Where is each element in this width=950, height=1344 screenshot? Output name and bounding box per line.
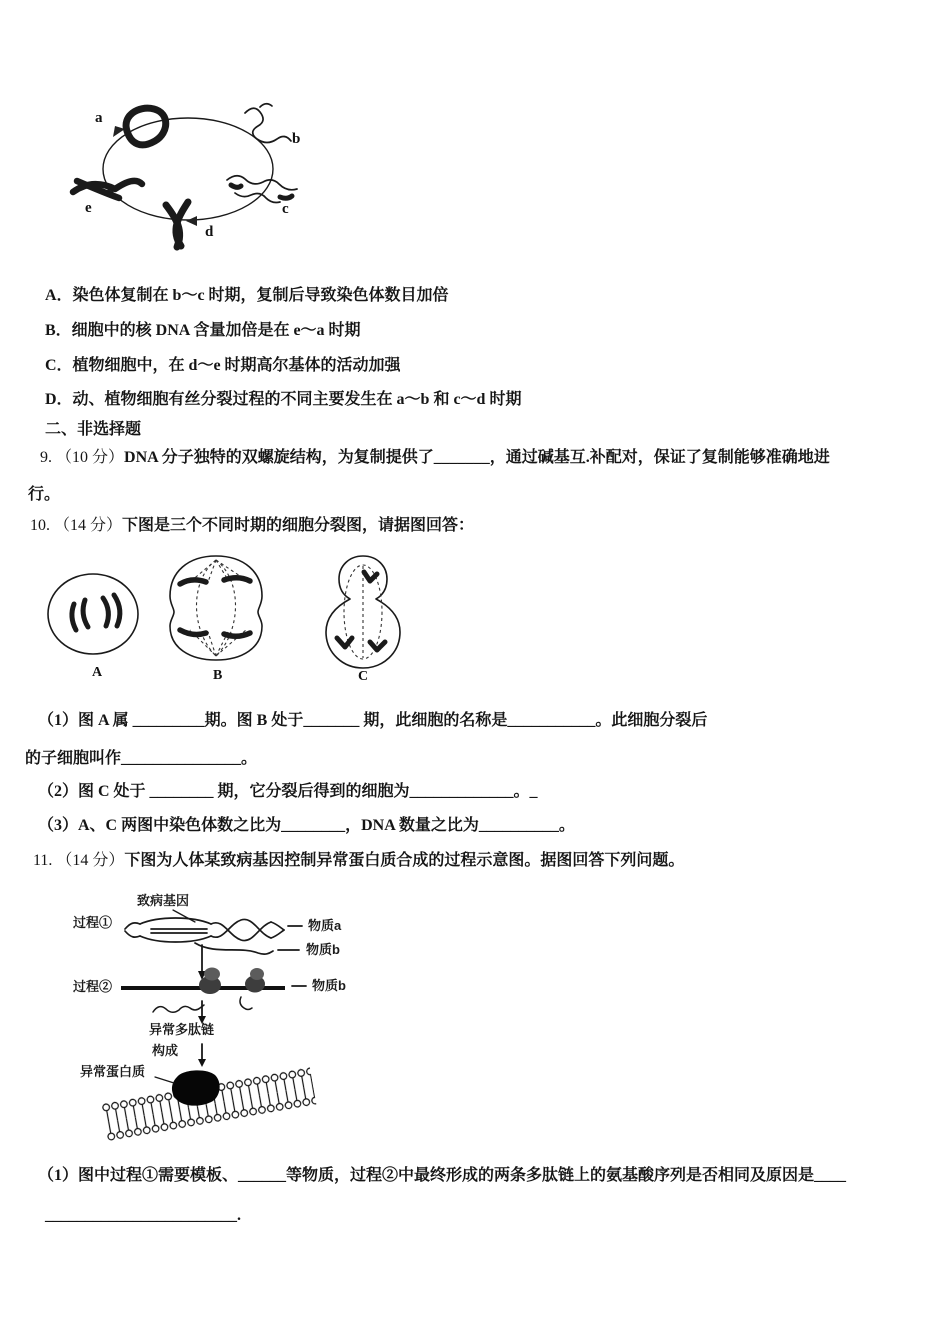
cell-b-chromosome (224, 633, 250, 636)
chromatin-c-knot (280, 196, 292, 198)
cell-a-chromosome (114, 595, 120, 626)
process2-label: 过程② (73, 979, 113, 994)
protein-synthesis-figure (45, 885, 415, 1155)
compose-label: 构成 (152, 1043, 179, 1058)
cycle-label-d: d (205, 224, 214, 240)
chromatin-b-drawing (260, 104, 272, 107)
question-9-number: 9. （10 分） (40, 449, 125, 466)
option-a: A．染色体复制在 b～c 时期，复制后导致染色体数目加倍 (45, 287, 449, 304)
substance-a-label: 物质a (308, 918, 342, 933)
cell-b-chromosome (180, 580, 206, 584)
cell-b-spindle (190, 560, 246, 656)
question-10-sub1-line1: （1）图 A 属 _________期。图 B 处于_______ 期，此细胞的名称是___________。此细胞分裂后 (38, 712, 708, 729)
cycle-label-a: a (95, 110, 103, 126)
abnormal-peptide-label: 异常多肽链 (149, 1022, 215, 1037)
question-9-stem (40, 448, 830, 468)
cell-label-a: A (92, 665, 103, 680)
question-10-stem (30, 516, 474, 536)
compose-arrow-head (198, 1059, 206, 1067)
gene-label: 致病基因 (137, 893, 190, 908)
question-10-sub2: （2）图 C 处于 ________ 期，它分裂后得到的细胞为_____________。_ (38, 783, 538, 800)
dna-helix (125, 918, 284, 954)
question-10-text: 下图是三个不同时期的细胞分裂图，请据图回答： (122, 517, 475, 534)
question-11-number: 11. （14 分） (33, 852, 125, 869)
gene-leader-line (173, 910, 195, 922)
cell-a-chromosome (72, 604, 76, 630)
cell-a-outline (48, 574, 138, 654)
abnormal-protein-blob (172, 1070, 220, 1105)
question-9-line2: 行。 (28, 486, 61, 503)
cycle-label-e: e (85, 200, 92, 216)
mitosis-figure (40, 550, 430, 685)
cell-c-chromosome (364, 572, 377, 581)
polypeptide-chain (240, 997, 252, 1010)
section-heading: 二、非选择题 (45, 421, 142, 438)
polypeptide-chain (153, 1005, 204, 1012)
cell-a-chromosome (103, 598, 108, 626)
ribosome (199, 968, 265, 995)
cycle-arrowhead (186, 216, 197, 226)
question-10-sub3: （3）A、C 两图中染色体数之比为________，DNA 数量之比为__________。 (38, 817, 575, 834)
cycle-label-c: c (282, 201, 289, 217)
chromosome-a-drawing (126, 108, 166, 145)
question-10-number: 10. （14 分） (30, 517, 123, 534)
cell-b-chromosome (180, 630, 206, 634)
cell-b-chromosome (224, 578, 250, 581)
cycle-label-b: b (292, 131, 301, 147)
cell-label-c: C (358, 669, 369, 684)
substance-b1-label: 物质b (306, 942, 340, 957)
process1-label: 过程① (73, 915, 113, 930)
question-11-text: 下图为人体某致病基因控制异常蛋白质合成的过程示意图。据图回答下列问题。 (124, 852, 685, 869)
option-c: C．植物细胞中，在 d～e 时期高尔基体的活动加强 (45, 357, 401, 374)
question-9-text: DNA 分子独特的双螺旋结构，为复制提供了_______，通过碱基互.补配对，保证了复制能够准确地进 (124, 449, 830, 466)
abnormal-protein-label: 异常蛋白质 (80, 1064, 146, 1079)
cell-b-outline (170, 556, 262, 660)
question-11-sub1-line1: （1）图中过程①需要模板、______等物质，过程②中最终形成的两条多肽链上的氨基酸序列是否相同及原因是____ (38, 1167, 847, 1184)
question-10-sub1-line2: 的子细胞叫作_______________。 (25, 750, 258, 767)
option-d: D．动、植物细胞有丝分裂过程的不同主要发生在 a～b 和 c～d 时期 (45, 391, 522, 408)
cell-cycle-figure (55, 85, 345, 270)
cell-label-b: B (213, 668, 223, 683)
chromatin-b-drawing (245, 108, 291, 142)
option-b: B．细胞中的核 DNA 含量加倍是在 e～a 时期 (45, 322, 361, 339)
question-11-sub1-line2: ________________________. (45, 1207, 241, 1224)
cell-a-chromosome (83, 600, 88, 627)
chromatin-c-knot (231, 185, 241, 187)
question-11-stem (33, 851, 684, 871)
protein-leader-line (155, 1077, 174, 1083)
substance-b2-label: 物质b (312, 978, 346, 993)
